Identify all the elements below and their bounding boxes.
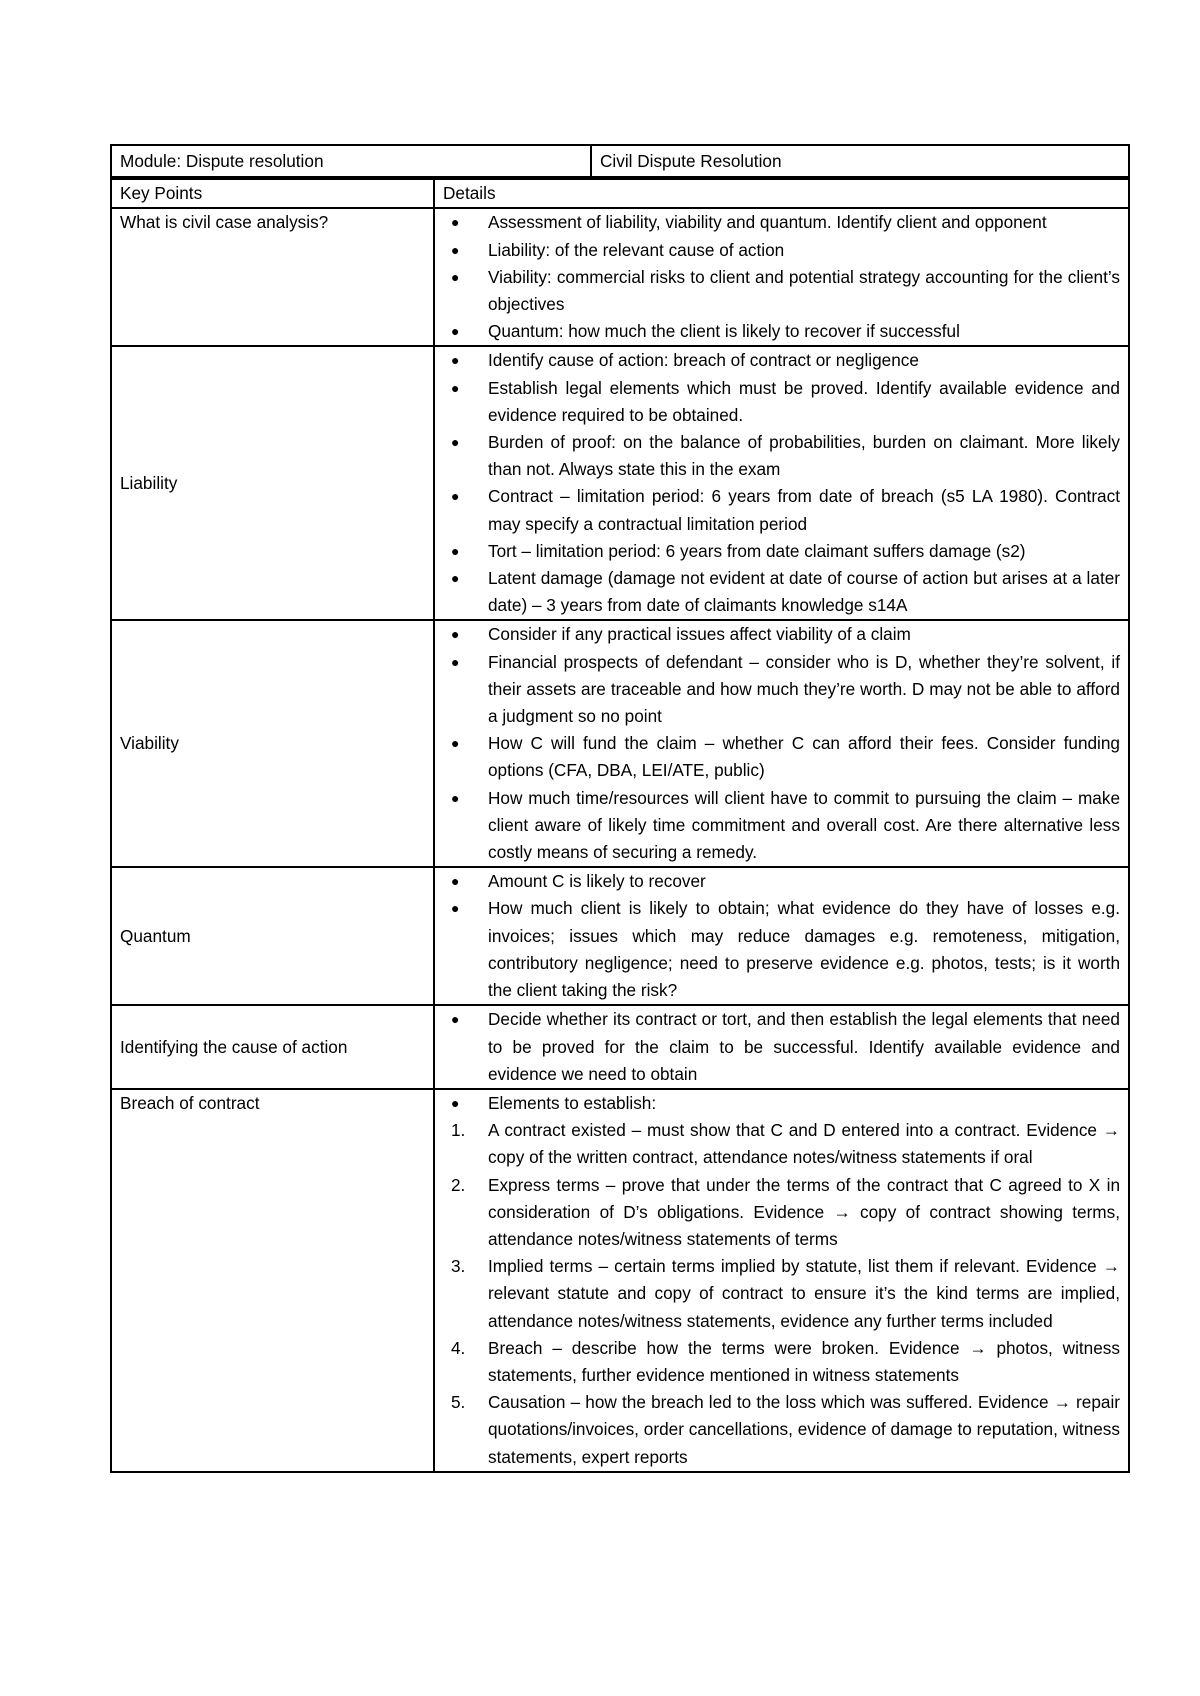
list-item: ● Latent damage (damage not evident at date of course of action but arises at a later date) – 3 years from date of claimants knowledge s14A — [443, 565, 1120, 619]
bullet-icon: ● — [451, 214, 460, 231]
bullet-icon: ● — [451, 1011, 460, 1028]
details-cell — [434, 620, 1129, 867]
numbered-list — [443, 1117, 1120, 1471]
list-item: 1. A contract existed – must show that C and D entered into a contract. Evidence → copy of the written contract, attendance notes/witness statements if oral — [451, 1120, 1120, 1168]
table-row — [111, 1089, 1129, 1472]
list-item: 2. Express terms – prove that under the terms of the contract that C agreed to X in consideration of D’s obligations. Evidence → copy of contract showing terms, attendance notes/witness statements of terms — [451, 1174, 1120, 1249]
bullet-list — [443, 347, 1120, 619]
details-cell — [434, 867, 1129, 1005]
bullet-list — [443, 1006, 1120, 1088]
bullet-icon: ● — [451, 352, 460, 369]
bullet-icon: ● — [451, 653, 460, 670]
key-point-cell: Identifying the cause of action — [111, 1005, 434, 1089]
module-header-table — [110, 144, 1130, 178]
list-item: ● How much time/resources will client have to commit to pursuing the claim – make client aware of likely time commitment and overall cost. Are there alternative less costly means of securing a remedy. — [443, 785, 1120, 867]
bullet-icon: ● — [451, 873, 460, 890]
list-item: ● Contract – limitation period: 6 years from date of breach (s5 LA 1980). Contract may specify a contractual limitation period — [443, 483, 1120, 537]
list-item: ● Decide whether its contract or tort, and then establish the legal elements that need to be proved for the claim to be successful. Identify available evidence and evidence we need to obtain — [443, 1006, 1120, 1088]
key-point-cell: Liability — [111, 346, 434, 620]
bullet-icon: ● — [451, 735, 460, 752]
module-title-cell: Civil Dispute Resolution — [591, 145, 1129, 177]
list-item: ● Quantum: how much the client is likely to recover if successful — [443, 318, 1120, 345]
bullet-icon: ● — [451, 268, 460, 285]
list-item: 4. Breach – describe how the terms were broken. Evidence → photos, witness statements, further evidence mentioned in witness statements — [451, 1337, 1120, 1385]
bullet-icon: ● — [451, 789, 460, 806]
details-cell — [434, 346, 1129, 620]
key-points-header: Key Points — [111, 179, 434, 208]
bullet-icon: ● — [451, 379, 460, 396]
bullet-icon: ● — [451, 1094, 460, 1111]
list-item: ● Elements to establish: — [443, 1090, 1120, 1117]
table-row — [111, 208, 1129, 346]
document-page — [110, 144, 1130, 1473]
list-item: 5. Causation – how the breach led to the loss which was suffered. Evidence → repair quotations/invoices, order cancellations, evidence of damage to reputation, witness statements, expert reports — [451, 1392, 1120, 1467]
details-cell — [434, 208, 1129, 346]
list-item: ● Establish legal elements which must be proved. Identify available evidence and evidence required to be obtained. — [443, 375, 1120, 429]
list-item: ● Viability: commercial risks to client and potential strategy accounting for the client’s objectives — [443, 264, 1120, 318]
list-item: ● Identify cause of action: breach of contract or negligence — [443, 347, 1120, 374]
list-item: ● How C will fund the claim – whether C can afford their fees. Consider funding options (CFA, DBA, LEI/ATE, public) — [443, 730, 1120, 784]
bullet-icon: ● — [451, 323, 460, 340]
notes-table — [110, 178, 1130, 1473]
list-item: ● Assessment of liability, viability and quantum. Identify client and opponent — [443, 209, 1120, 236]
bullet-list — [443, 621, 1120, 866]
list-item: 3. Implied terms – certain terms implied by statute, list them if relevant. Evidence → relevant statute and copy of contract to ensure it’s the kind terms are implied, attendance notes/witness statements, evidence any further terms included — [451, 1256, 1120, 1331]
key-point-cell: Quantum — [111, 867, 434, 1005]
bullet-list — [443, 868, 1120, 1004]
details-cell — [434, 1005, 1129, 1089]
column-header-row — [111, 179, 1129, 208]
key-point-cell: What is civil case analysis? — [111, 208, 434, 346]
list-item: ● Amount C is likely to recover — [443, 868, 1120, 895]
table-row — [111, 867, 1129, 1005]
bullet-icon: ● — [451, 434, 460, 451]
bullet-list — [443, 209, 1120, 345]
list-item: ● Financial prospects of defendant – consider who is D, whether they’re solvent, if their assets are traceable and how much they’re worth. D may not be able to afford a judgment so no point — [443, 649, 1120, 731]
list-item: ● Burden of proof: on the balance of probabilities, burden on claimant. More likely than not. Always state this in the exam — [443, 429, 1120, 483]
bullet-icon: ● — [451, 626, 460, 643]
module-cell: Module: Dispute resolution — [111, 145, 591, 177]
key-point-cell: Breach of contract — [111, 1089, 434, 1472]
list-item: ● Liability: of the relevant cause of action — [443, 237, 1120, 264]
bullet-icon: ● — [451, 900, 460, 917]
table-row — [111, 620, 1129, 867]
details-cell — [434, 1089, 1129, 1472]
bullet-icon: ● — [451, 542, 460, 559]
bullet-icon: ● — [451, 241, 460, 258]
bullet-icon: ● — [451, 488, 460, 505]
list-item: ● How much client is likely to obtain; what evidence do they have of losses e.g. invoices; issues which may reduce damages e.g. remoteness, mitigation, contributory negligence; need to preserve evidence e.g. photos, tests; is it worth the client taking the risk? — [443, 895, 1120, 1004]
list-item: ● Tort – limitation period: 6 years from date claimant suffers damage (s2) — [443, 538, 1120, 565]
details-header: Details — [434, 179, 1129, 208]
key-point-cell: Viability — [111, 620, 434, 867]
table-row — [111, 346, 1129, 620]
bullet-icon: ● — [451, 570, 460, 587]
table-row — [111, 1005, 1129, 1089]
bullet-list — [443, 1090, 1120, 1117]
list-item: ● Consider if any practical issues affect viability of a claim — [443, 621, 1120, 648]
